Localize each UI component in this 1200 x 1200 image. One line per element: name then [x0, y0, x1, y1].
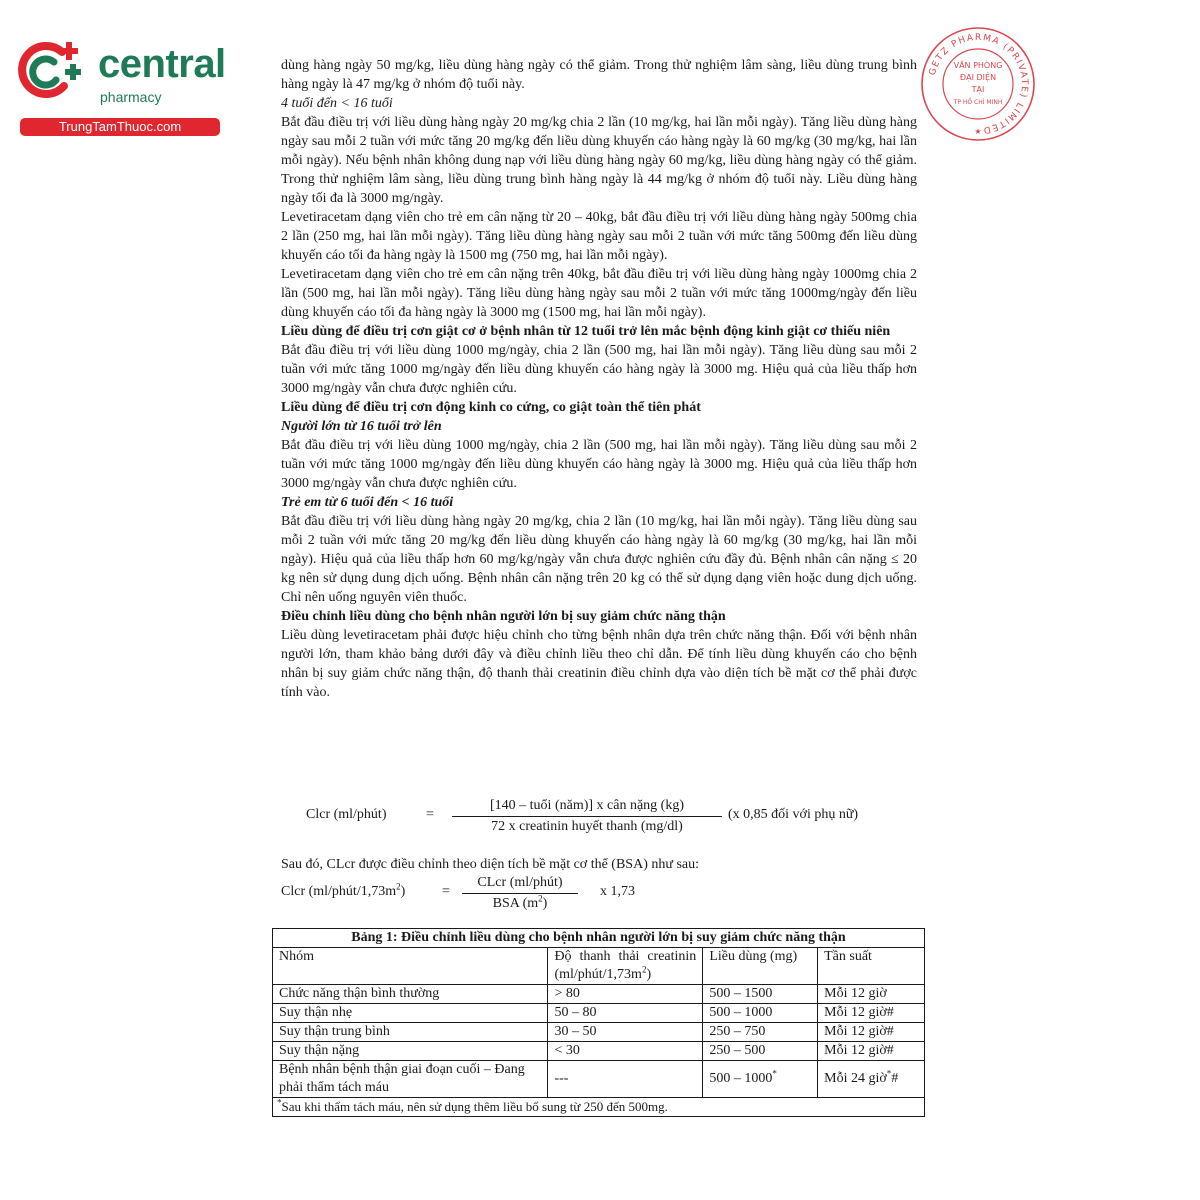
header-frequency: Tần suất [818, 948, 925, 985]
cell-frequency: Mỗi 12 giờ [818, 985, 925, 1004]
table-row [273, 1004, 925, 1023]
heading-child: Trẻ em từ 6 tuổi đến < 16 tuổi [281, 495, 454, 510]
table-row [273, 1023, 925, 1042]
cell-clearance: < 30 [548, 1042, 703, 1061]
table-caption: Bảng 1: Điều chỉnh liều dùng cho bệnh nhân người lớn bị suy giảm chức năng thận [273, 929, 925, 948]
logo-wordmark: central [98, 42, 226, 86]
table-row [273, 1042, 925, 1061]
formula1-fraction [452, 797, 722, 836]
stamp-line-2: ĐẠI DIỆN [959, 73, 997, 82]
cell-frequency: Mỗi 12 giờ# [818, 1042, 925, 1061]
cell-frequency: Mỗi 12 giờ# [818, 1004, 925, 1023]
cell-clearance: 30 – 50 [548, 1023, 703, 1042]
stamp-line-4: TP HỒ CHÍ MINH [953, 99, 1003, 106]
pharmacy-cross-logo-icon [14, 40, 84, 102]
heading-myoclonic: Liều dùng để điều trị cơn giật cơ ở bệnh nhân từ 12 tuổi trở lên mắc bệnh động kinh giật cơ thiếu niên [281, 324, 891, 339]
paragraph-8: Liều dùng levetiracetam phải được hiệu chỉnh cho từng bệnh nhân dựa trên chức năng thận. Đối với bệnh nhân người lớn, tham khảo bảng dưới đây và điều chỉnh liều theo chỉ dẫn. Để tính liều dùng khuyến cáo cho bệnh nhân bị suy giảm chức năng thận, độ thanh thải creatinin điều chỉnh dựa vào diện tích bề mặt cơ thể phải được tính vào. [281, 628, 917, 700]
formula2-lhs: Clcr $(ml/phút/1,73m^2)$ [281, 881, 406, 899]
formula1-denominator: 72 x creatinin huyết thanh (mg/dl) [491, 819, 683, 834]
company-seal-stamp [918, 24, 1038, 144]
formula1-numerator: [140 – tuổi (năm)] x cân nặng (kg) [452, 797, 722, 817]
formula2-factor: x 1,73 [600, 884, 635, 899]
formula2-equals: = [442, 884, 450, 899]
formula1-equals: = [426, 807, 434, 822]
cell-group: Suy thận trung bình [273, 1023, 548, 1042]
paragraph-6: Bắt đầu điều trị với liều dùng 1000 mg/ngày, chia 2 lần (500 mg, hai lần mỗi ngày). Tăng liều dùng sau mỗi 2 tuần với mức tăng 1000 mg/ngày đến liều dùng khuyến cáo hàng ngày là 3000 mg. Hiệu quả của liều thấp hơn 3000 mg/ngày vẫn chưa được nghiên cứu. [281, 438, 917, 491]
heading-age-4-16: 4 tuổi đến < 16 tuổi [281, 96, 393, 111]
stamp-line-1: VĂN PHÒNG [953, 61, 1003, 70]
formula2-numerator: CLcr (ml/phút) [462, 874, 578, 894]
paragraph-5: Bắt đầu điều trị với liều dùng 1000 mg/ngày, chia 2 lần (500 mg, hai lần mỗi ngày). Tăng liều dùng sau mỗi 2 tuần với mức tăng 1000 mg/ngày đến liều dùng khuyến cáo hàng ngày là 3000 mg. Hiệu quả của liều thấp hơn 3000 mg/ngày vẫn chưa được nghiên cứu. [281, 343, 917, 396]
formula2-intro: Sau đó, CLcr được điều chỉnh theo diện tích bề mặt cơ thể (BSA) như sau: [281, 857, 700, 872]
stamp-ring-text: GETZ PHARMA (PRIVATE) LIMITED [927, 32, 1030, 135]
cell-dose: 500 – 1500 [703, 985, 818, 1004]
formula1-note: (x 0,85 đối với phụ nữ) [728, 807, 859, 822]
cell-clearance: > 80 [548, 985, 703, 1004]
cell-dose: 250 – 500 [703, 1042, 818, 1061]
cell-frequency: Mỗi 12 giờ# [818, 1023, 925, 1042]
cell-frequency: Mỗi 24 giờ*# [818, 1061, 925, 1098]
formula1-lhs: Clcr (ml/phút) [306, 807, 387, 822]
central-pharmacy-logo[interactable] [10, 40, 226, 140]
heading-tonic-clonic: Liều dùng để điều trị cơn động kinh co cứng, co giật toàn thể tiên phát [281, 400, 701, 415]
table-footnote-row [273, 1098, 925, 1117]
cell-clearance: 50 – 80 [548, 1004, 703, 1023]
cell-group: Chức năng thận bình thường [273, 985, 548, 1004]
header-clearance: Độ thanh thải creatinin $(ml/phút/1,73m^2)$ [548, 948, 703, 985]
paragraph-4: Levetiracetam dạng viên cho trẻ em cân nặng trên 40kg, bắt đầu điều trị với liều dùng hàng ngày 1000mg chia 2 lần (500 mg, hai lần mỗi ngày). Tăng liều dùng hàng ngày sau mỗi 2 tuần với mức tăng 1000mg/ngày đến liều dùng khuyến cáo tối đa hàng ngày là 3000 mg (1500 mg, hai lần mỗi ngày). [281, 267, 917, 320]
stamp-star-icon: ★ [974, 127, 982, 136]
table-row [273, 985, 925, 1004]
table-row [273, 1061, 925, 1098]
formula2-denominator: BSA $(m^2)$ [492, 893, 548, 911]
cell-clearance: --- [548, 1061, 703, 1098]
paragraph-3: Levetiracetam dạng viên cho trẻ em cân nặng từ 20 – 40kg, bắt đầu điều trị với liều dùng hàng ngày 500mg chia 2 lần (250 mg, hai lần mỗi ngày). Tăng liều dùng hàng ngày sau mỗi 2 tuần với mức tăng 500mg đến liều dùng khuyến cáo tối đa hàng ngày là 1500 mg (750 mg, hai lần mỗi ngày). [281, 210, 917, 263]
stamp-line-3: TẠI [971, 85, 985, 94]
table-caption-row [273, 929, 925, 948]
cell-dose: 500 – 1000* [703, 1061, 818, 1098]
cell-group: Suy thận nặng [273, 1042, 548, 1061]
table-header-row [273, 948, 925, 985]
formula2-fraction [462, 874, 578, 913]
header-group: Nhóm [273, 948, 548, 985]
logo-subtitle: pharmacy [100, 89, 162, 105]
paragraph-2: Bắt đầu điều trị với liều dùng hàng ngày 20 mg/kg chia 2 lần (10 mg/kg, hai lần mỗi ngày). Tăng liều dùng hàng ngày sau mỗi 2 tuần với mức tăng 20 mg/kg đến liều dùng khuyến cáo hàng ngày là 60 mg/kg (30 mg/kg, hai lần mỗi ngày). Nếu bệnh nhân không dung nạp với liều dùng hàng ngày 60 mg/kg, liều dùng hàng ngày có thể giảm. Trong thử nghiệm lâm sàng, liều dùng trung bình hàng ngày là 44 mg/kg ở nhóm độ tuổi này. Liều dùng hàng ngày tối đa là 3000 mg/ngày. [281, 115, 917, 206]
cell-dose: 500 – 1000 [703, 1004, 818, 1023]
document-body [281, 56, 917, 702]
logo-site-banner: TrungTamThuoc.com [20, 118, 220, 136]
header-dose: Liều dùng (mg) [703, 948, 818, 985]
paragraph-7: Bắt đầu điều trị với liều dùng hàng ngày 20 mg/kg, chia 2 lần (10 mg/kg, hai lần mỗi ngày). Tăng liều dùng sau mỗi 2 tuần với mức tăng 20 mg/kg đến liều dùng khuyến cáo hàng ngày là 60 mg/kg (30 mg/kg, hai lần mỗi ngày). Hiệu quả của liều thấp hơn 60 mg/kg/ngày vẫn chưa được nghiên cứu đầy đủ. Bệnh nhân cân nặng ≤ 20 kg nên sử dụng dung dịch uống. Bệnh nhân cân nặng trên 20 kg có thể sử dụng dạng viên hoặc dung dịch uống. Chỉ nên uống nguyên viên thuốc. [281, 514, 917, 605]
paragraph-1: dùng hàng ngày 50 mg/kg, liều dùng hàng ngày có thể giảm. Trong thử nghiệm lâm sàng, liều dùng trung bình hàng ngày là 47 mg/kg ở nhóm độ tuổi này. [281, 58, 917, 92]
table-footnote: *Sau khi thẩm tách máu, nên sử dụng thêm liều bổ sung từ 250 đến 500mg. [273, 1098, 925, 1117]
cell-group: Bệnh nhân bệnh thận giai đoạn cuối – Đang phải thẩm tách máu [273, 1061, 548, 1098]
cell-group: Suy thận nhẹ [273, 1004, 548, 1023]
cell-dose: 250 – 750 [703, 1023, 818, 1042]
heading-adult: Người lớn từ 16 tuổi trở lên [281, 419, 442, 434]
heading-renal: Điều chỉnh liều dùng cho bệnh nhân người lớn bị suy giảm chức năng thận [281, 609, 726, 624]
renal-dose-table [272, 928, 925, 1117]
